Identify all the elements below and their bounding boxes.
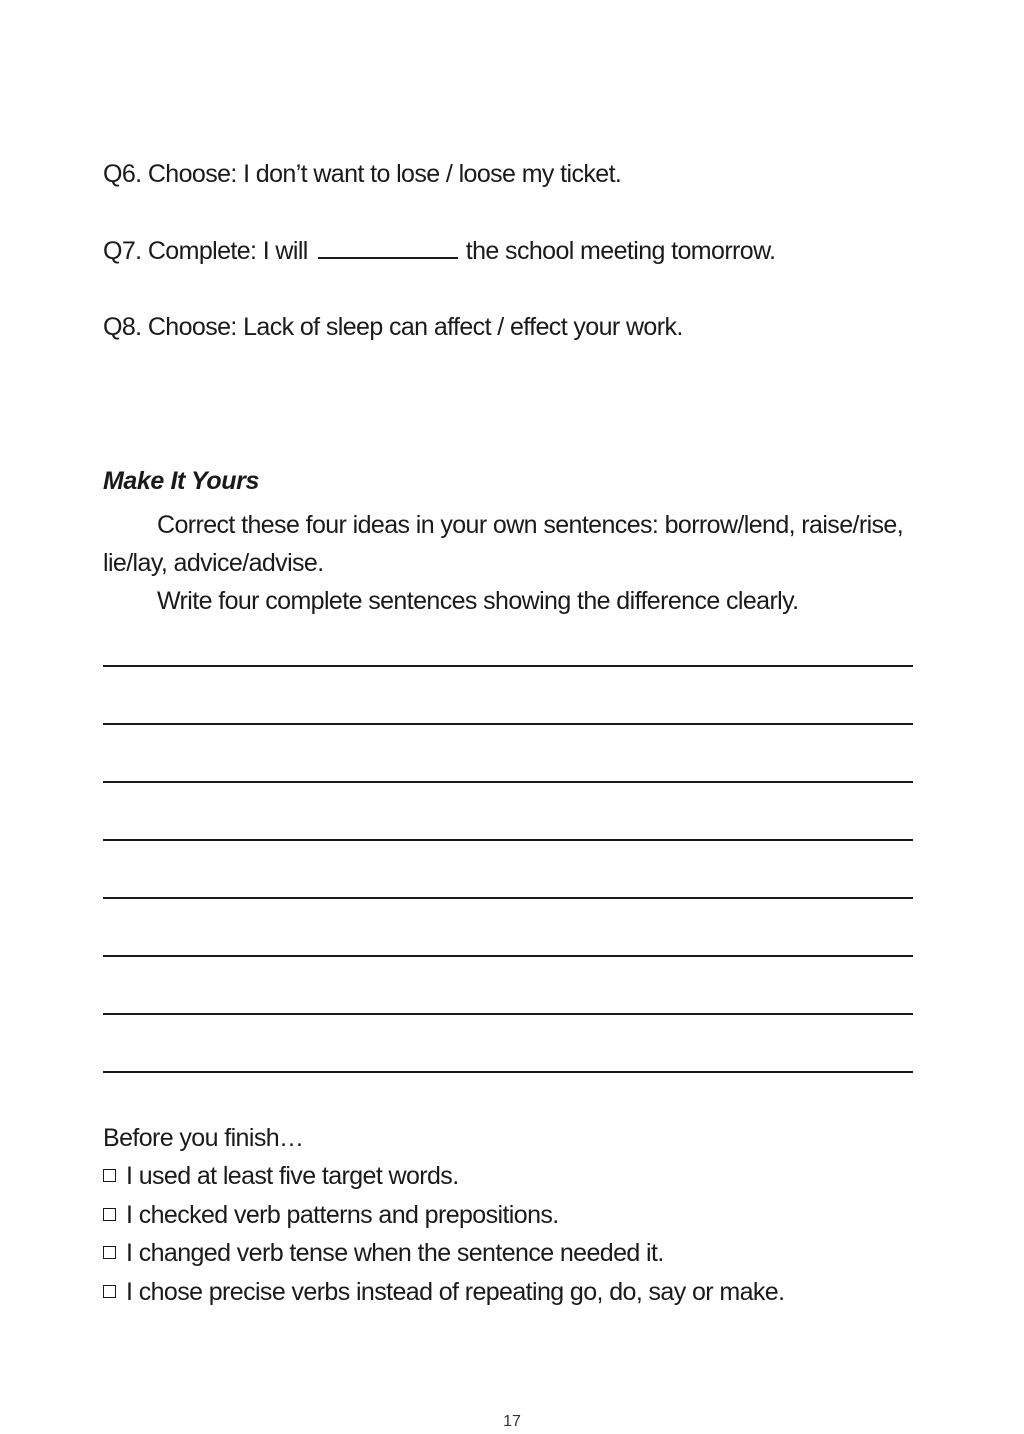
checkbox-icon[interactable] [103, 1208, 116, 1221]
writing-line[interactable] [103, 955, 913, 957]
section-instruction-2 [103, 582, 915, 620]
question-q8: Q8. Choose: Lack of sleep can affect / effect your work. [103, 313, 683, 341]
section-instruction-1 [103, 506, 915, 582]
writing-line[interactable] [103, 781, 913, 783]
checklist-item-label: I chose precise verbs instead of repeating go, do, say or make. [126, 1278, 785, 1306]
question-q7-after: the school meeting tomorrow. [465, 237, 776, 265]
question-q7-before: Q7. Complete: I will [103, 237, 308, 265]
writing-line[interactable] [103, 897, 913, 899]
answer-blank[interactable] [318, 237, 458, 259]
checklist-item [103, 1278, 784, 1307]
checklist-item-label: I used at least five target words. [126, 1162, 459, 1190]
checkbox-icon[interactable] [103, 1246, 116, 1259]
checklist-item [103, 1239, 664, 1268]
page-number: 17 [503, 1413, 521, 1430]
checkbox-icon[interactable] [103, 1285, 116, 1298]
writing-line[interactable] [103, 1013, 913, 1015]
writing-line[interactable] [103, 1071, 913, 1073]
instruction-2-text: Write four complete sentences showing the difference clearly. [157, 587, 799, 615]
checklist-item [103, 1201, 559, 1230]
checklist-item [103, 1162, 459, 1191]
checklist-title: Before you finish… [103, 1124, 304, 1152]
checklist-item-label: I changed verb tense when the sentence needed it. [126, 1239, 664, 1267]
writing-line[interactable] [103, 723, 913, 725]
question-q7 [103, 237, 776, 266]
question-q6: Q6. Choose: I don’t want to lose / loose my ticket. [103, 160, 622, 188]
instruction-1-text: Correct these four ideas in your own sentences: borrow/lend, raise/rise, lie/lay, advice/advise. [103, 511, 904, 577]
checkbox-icon[interactable] [103, 1169, 116, 1182]
writing-line[interactable] [103, 665, 913, 667]
section-title: Make It Yours [103, 467, 259, 495]
writing-line[interactable] [103, 839, 913, 841]
checklist-item-label: I checked verb patterns and prepositions. [126, 1201, 559, 1229]
